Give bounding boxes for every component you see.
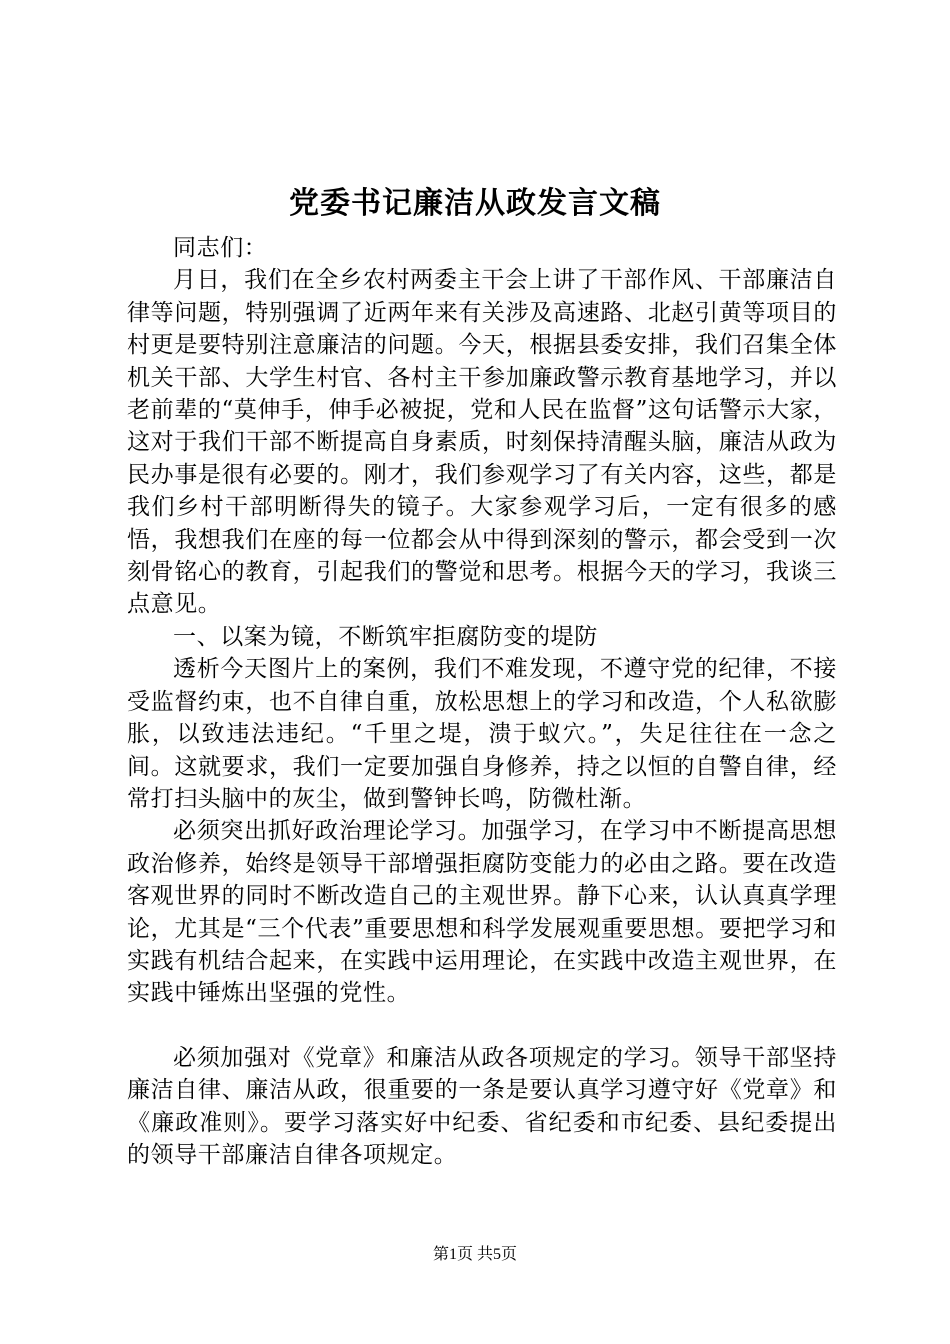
document-title: 党委书记廉洁从政发言文稿 [289,186,661,221]
paragraph-gap [127,1010,837,1042]
paragraph-intro: 月日，我们在全乡农村两委主干会上讲了干部作风、干部廉洁自律等问题，特别强调了近两年来有关涉及高速路、北赵引黄等项目的村更是要特别注意廉洁的问题。今天，根据县委安排，我们召集全体机关干部、大学生村官、各村主干参加廉政警示教育基地学习，并以老前辈的“莫伸手，伸手必被捉，党和人民在监督”这句话警示大家，这对于我们干部不断提高自身素质，时刻保持清醒头脑，廉洁从政为民办事是很有必要的。刚才，我们参观学习了有关内容，这些，都是我们乡村干部明断得失的镜子。大家参观学习后，一定有很多的感悟，我想我们在座的每一位都会从中得到深刻的警示，都会受到一次刻骨铭心的教育，引起我们的警觉和思考。根据今天的学习，我谈三点意见。 [127,267,837,618]
paragraph-party-constitution: 必须加强对《党章》和廉洁从政各项规定的学习。领导干部坚持廉洁自律、廉洁从政，很重要的一条是要认真学习遵守好《党章》和《廉政准则》。要学习落实好中纪委、省纪委和市纪委、县纪委提出的领导干部廉洁自律各项规定。 [127,1044,837,1168]
paragraph-theory-study: 必须突出抓好政治理论学习。加强学习，在学习中不断提高思想政治修养，始终是领导干部增强拒腐防变能力的必由之路。要在改造客观世界的同时不断改造自己的主观世界。静下心来，认认真真学理论，尤其是“三个代表”重要思想和科学发展观重要思想。要把学习和实践有机结合起来，在实践中运用理论，在实践中改造主观世界，在实践中锤炼出坚强的党性。 [127,818,837,1007]
salutation: 同志们： [173,235,268,261]
document-body [127,232,837,1171]
paragraph-case-analysis: 透析今天图片上的案例，我们不难发现，不遵守党的纪律，不接受监督约束，也不自律自重，放松思想上的学习和改造，个人私欲膨胀，以致违法违纪。“千里之堤，溃于蚁穴。”，失足往往在一念之间。这就要求，我们一定要加强自身修养，持之以恒的自警自律，经常打扫头脑中的灰尘，做到警钟长鸣，防微杜渐。 [127,656,837,812]
section-heading-1: 一、以案为镜，不断筑牢拒腐防变的堤防 [173,623,598,650]
page-number-footer: 第1页 共5页 [432,1246,517,1263]
